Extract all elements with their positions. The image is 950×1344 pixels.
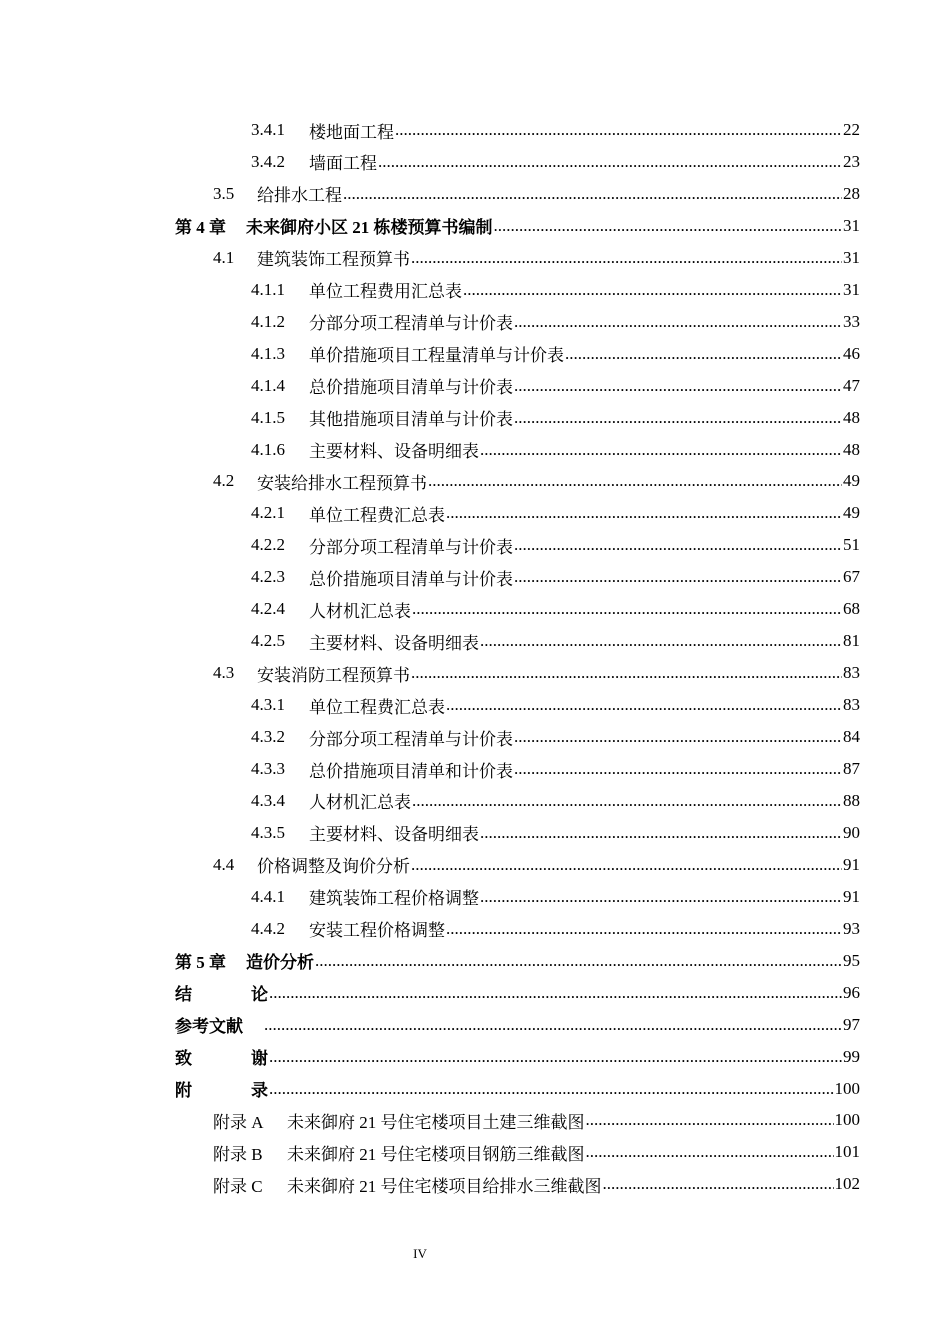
toc-entry[interactable] (251, 625, 860, 657)
toc-entry-number: 4.1.6 (251, 439, 285, 459)
toc-entry[interactable] (251, 497, 860, 529)
toc-entry-page: 83 (843, 695, 860, 715)
toc-entry[interactable] (251, 817, 860, 849)
toc-entry[interactable] (213, 1168, 860, 1200)
toc-entry-page: 100 (834, 1110, 860, 1130)
toc-entry-title: 分部分项工程清单与计价表 (309, 537, 513, 557)
dot-leader (514, 567, 842, 587)
toc-entry-page: 100 (834, 1078, 860, 1098)
toc-entry-number: 致 (175, 1049, 192, 1069)
toc-entry-title: 分部分项工程清单与计价表 (309, 314, 513, 334)
toc-entry[interactable] (251, 785, 860, 817)
dot-leader (586, 1110, 834, 1130)
toc-entry-page: 102 (834, 1174, 860, 1194)
toc-entry[interactable] (251, 370, 860, 402)
dot-leader (446, 695, 842, 715)
toc-entry[interactable] (251, 338, 860, 370)
toc-entry-number: 附录 C (213, 1176, 263, 1196)
toc-entry-page: 97 (843, 1014, 860, 1034)
toc-entry-page: 99 (843, 1046, 860, 1066)
toc-entry[interactable] (251, 753, 860, 785)
toc-entry-number: 4.3.2 (251, 727, 285, 747)
toc-entry[interactable] (251, 529, 860, 561)
dot-leader (411, 855, 842, 875)
toc-entry-number: 第 5 章 (175, 953, 226, 973)
toc-entry-page: 51 (843, 535, 860, 555)
toc-entry-number: 4.1.4 (251, 375, 285, 395)
toc-entry-number: 4.2 (213, 471, 235, 491)
toc-entry[interactable] (213, 849, 860, 881)
dot-leader (480, 440, 842, 460)
toc-entry-title: 单位工程费用汇总表 (309, 282, 462, 302)
toc-entry-title: 安装给排水工程预算书 (257, 473, 427, 493)
dot-leader (343, 184, 842, 204)
toc-entry-number: 3.4.1 (251, 120, 285, 139)
toc-entry-page: 49 (843, 471, 860, 491)
toc-entry-page: 84 (843, 727, 860, 747)
dot-leader (514, 759, 842, 779)
toc-entry-page: 28 (843, 183, 860, 203)
dot-leader (480, 823, 842, 843)
dot-leader (411, 248, 842, 268)
toc-entry-page: 31 (843, 247, 860, 267)
toc-entry-number: 3.4.2 (251, 151, 285, 171)
toc-entry-title: 主要材料、设备明细表 (309, 633, 479, 653)
toc-entry-page: 96 (843, 982, 860, 1002)
toc-entry[interactable] (251, 434, 860, 466)
dot-leader (395, 120, 842, 140)
toc-entry[interactable] (175, 210, 860, 242)
toc-entry-title: 未来御府 21 号住宅楼项目给排水三维截图 (287, 1176, 602, 1196)
toc-entry-title: 安装工程价格调整 (309, 921, 445, 941)
toc-entry-title: 分部分项工程清单与计价表 (309, 729, 513, 749)
toc-entry-number: 附录 B (213, 1144, 263, 1164)
toc-entry-page: 87 (843, 759, 860, 778)
toc-entry[interactable] (251, 274, 860, 306)
dot-leader (565, 344, 842, 364)
toc-entry-title: 主要材料、设备明细表 (309, 442, 479, 461)
toc-entry-title: 总价措施项目清单与计价表 (309, 569, 513, 589)
toc-entry-title: 单价措施项目工程量清单与计价表 (309, 346, 564, 366)
dot-leader (514, 727, 842, 747)
toc-entry-page: 33 (843, 311, 860, 331)
toc-entry[interactable] (251, 913, 860, 945)
toc-entry[interactable] (175, 1009, 860, 1041)
toc-entry-page: 95 (843, 950, 860, 970)
toc-entry-page: 22 (843, 120, 860, 139)
toc-entry-page: 46 (843, 343, 860, 363)
toc-entry[interactable] (213, 1136, 860, 1168)
dot-leader (514, 408, 842, 428)
toc-entry-title: 未来御府 21 号住宅楼项目土建三维截图 (287, 1112, 585, 1132)
toc-entry-number: 4.3.5 (251, 822, 285, 842)
dot-leader (446, 503, 842, 523)
toc-entry-page: 49 (843, 503, 860, 523)
toc-entry-page: 91 (843, 886, 860, 906)
toc-entry-page: 90 (843, 822, 860, 842)
toc-entry-title: 给排水工程 (257, 186, 342, 206)
toc-entry-title: 单位工程费汇总表 (309, 697, 445, 717)
toc-entry-number: 4.1.1 (251, 279, 285, 299)
dot-leader (412, 791, 842, 811)
toc-entry[interactable] (251, 306, 860, 338)
toc-entry-page: 48 (843, 439, 860, 459)
dot-leader (480, 887, 842, 907)
toc-entry-page: 93 (843, 918, 860, 938)
toc-entry-title: 价格调整及询价分析 (257, 857, 410, 877)
toc-entry-number: 4.3 (213, 663, 235, 683)
toc-entry-page: 91 (843, 854, 860, 874)
dot-leader (269, 1079, 834, 1099)
toc-entry-page: 101 (834, 1142, 860, 1162)
toc-entry-page: 67 (843, 567, 860, 587)
toc-entry-number: 4.1.5 (251, 407, 285, 427)
toc-entry-title: 总价措施项目清单和计价表 (309, 761, 513, 781)
toc-entry-number: 4.2.1 (251, 503, 285, 523)
toc-entry-number: 参考文献 (175, 1017, 243, 1037)
toc-entry-title: 人材机汇总表 (309, 793, 411, 813)
dot-leader (412, 599, 842, 619)
dot-leader (514, 376, 842, 396)
dot-leader (315, 951, 842, 971)
toc-entry-title: 建筑装饰工程预算书 (257, 250, 410, 270)
toc-entry[interactable] (213, 1104, 860, 1136)
toc-entry-page: 23 (843, 151, 860, 171)
dot-leader (446, 919, 842, 939)
toc-entry[interactable] (251, 114, 860, 146)
toc-entry-number: 4.2.4 (251, 599, 285, 619)
toc-entry-number: 4.3.1 (251, 695, 285, 715)
dot-leader (603, 1174, 834, 1194)
toc-entry-number: 4.4.2 (251, 918, 285, 938)
toc-entry[interactable] (213, 242, 860, 274)
dot-leader (494, 216, 843, 236)
toc-entry-number: 4.3.4 (251, 790, 285, 810)
dot-leader (480, 631, 842, 651)
toc-entry-title: 主要材料、设备明细表 (309, 825, 479, 845)
dot-leader (514, 312, 842, 332)
toc-entry-title: 其他措施项目清单与计价表 (309, 410, 513, 430)
toc-entry-page: 83 (843, 663, 860, 683)
toc-entry-number: 4.1.3 (251, 343, 285, 363)
toc-entry-title: 人材机汇总表 (309, 601, 411, 621)
toc-entry-title: 谢 (251, 1049, 268, 1069)
dot-leader (586, 1142, 834, 1162)
toc-entry-number: 4.4 (213, 854, 235, 874)
dot-leader (428, 471, 842, 491)
toc-entry-title: 墙面工程 (309, 154, 377, 174)
dot-leader (269, 1047, 842, 1067)
toc-entry-title: 建筑装饰工程价格调整 (309, 889, 479, 909)
toc-entry-number: 4.2.2 (251, 535, 285, 555)
toc-entry-number: 4.3.3 (251, 759, 285, 778)
toc-entry[interactable] (251, 561, 860, 593)
toc-entry-number: 3.5 (213, 183, 235, 203)
toc-entry[interactable] (213, 178, 860, 210)
toc-entry[interactable] (175, 1073, 860, 1105)
toc-entry-title: 单位工程费汇总表 (309, 505, 445, 525)
toc-entry-number: 结 (175, 985, 192, 1005)
toc-entry-page: 48 (843, 407, 860, 427)
toc-entry[interactable] (251, 146, 860, 178)
toc-entry-title: 未来御府 21 号住宅楼项目钢筋三维截图 (287, 1144, 585, 1164)
toc-entry-number: 4.2.5 (251, 631, 285, 651)
dot-leader (269, 983, 842, 1003)
toc-entry[interactable] (251, 402, 860, 434)
toc-entry-number: 4.4.1 (251, 886, 285, 906)
toc-entry-number: 附录 A (213, 1112, 264, 1132)
toc-entry-number: 附 (175, 1081, 192, 1100)
toc-entry[interactable] (251, 593, 860, 625)
toc-entry[interactable] (175, 977, 860, 1009)
toc-entry-title: 楼地面工程 (309, 122, 394, 142)
toc-entry-page: 68 (843, 599, 860, 619)
toc-entry-page: 81 (843, 631, 860, 651)
toc-entry-title: 总价措施项目清单与计价表 (309, 378, 513, 398)
toc-entry-page: 31 (843, 215, 860, 235)
dot-leader (264, 1015, 842, 1035)
toc-entry[interactable] (251, 881, 860, 913)
toc-entry-page: 47 (843, 375, 860, 395)
page-number: IV (413, 1246, 427, 1261)
dot-leader (463, 280, 842, 300)
toc-entry[interactable] (251, 689, 860, 721)
toc-entry-number: 4.1 (213, 247, 235, 267)
toc-entry-title: 论 (251, 985, 268, 1005)
toc-entry-page: 88 (843, 790, 860, 810)
toc-entry-title: 造价分析 (246, 953, 314, 973)
toc-entry[interactable] (175, 1041, 860, 1073)
toc-entry-number: 第 4 章 (175, 218, 226, 238)
toc-entry[interactable] (213, 465, 860, 497)
toc-entry-title: 录 (251, 1081, 268, 1100)
toc-entry-number: 4.2.3 (251, 567, 285, 587)
dot-leader (378, 152, 842, 172)
toc-entry[interactable] (213, 657, 860, 689)
toc-entry-title: 安装消防工程预算书 (257, 665, 410, 685)
toc-entry-page: 31 (843, 279, 860, 299)
toc-entry[interactable] (175, 945, 860, 977)
dot-leader (411, 663, 842, 683)
toc-entry[interactable] (251, 721, 860, 753)
dot-leader (514, 535, 842, 555)
toc-entry-title: 未来御府小区 21 栋楼预算书编制 (246, 218, 493, 238)
toc-entry-number: 4.1.2 (251, 311, 285, 331)
